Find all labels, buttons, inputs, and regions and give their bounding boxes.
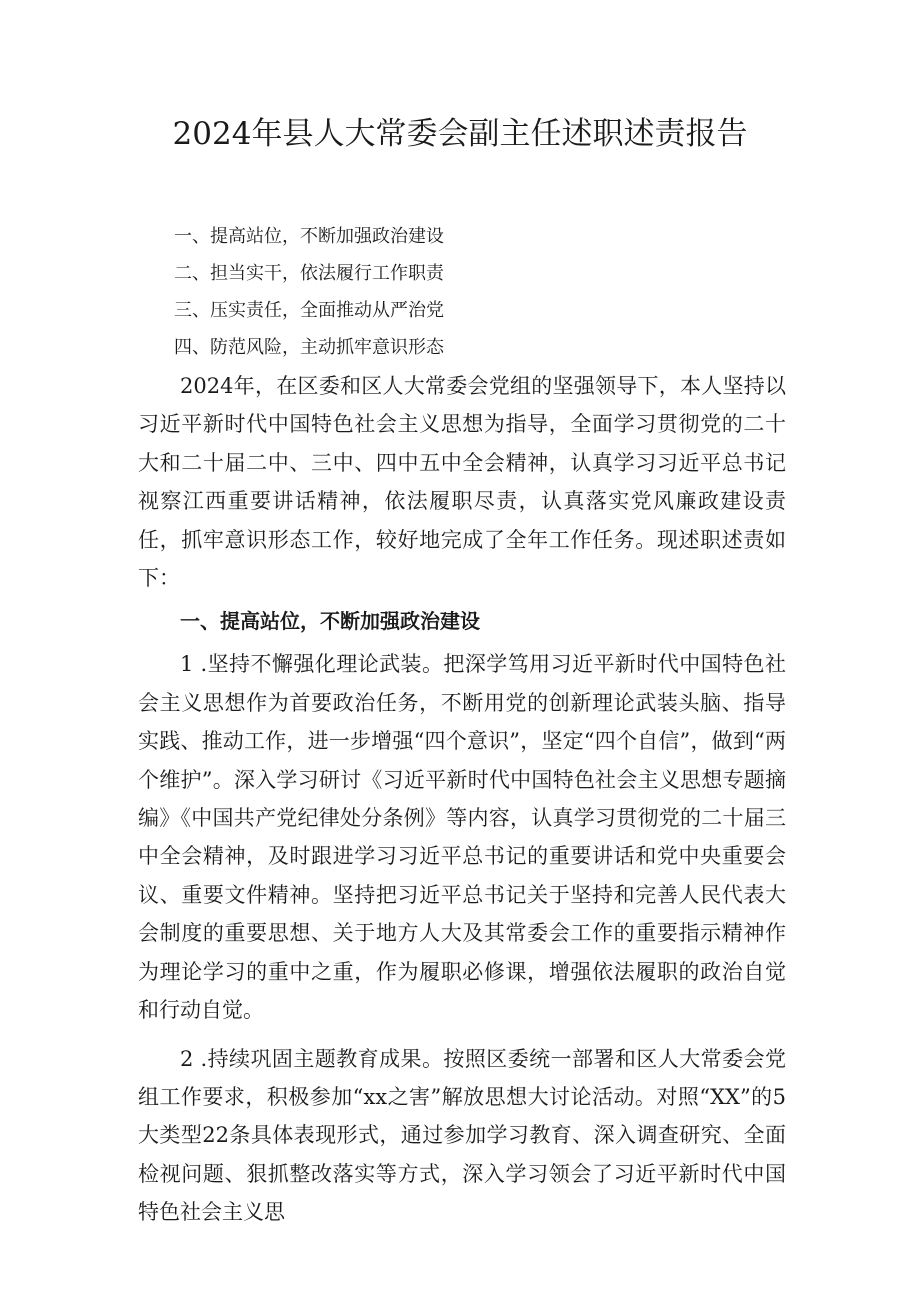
section-heading: 一、提高站位，不断加强政治建设 — [180, 609, 480, 634]
outline-list — [174, 218, 444, 366]
outline-item: 三、压实责任，全面推动从严治党 — [174, 300, 444, 321]
body-paragraph: 2 .持续巩固主题教育成果。按照区委统一部署和区人大常委会党组工作要求，积极参加“xx之害”解放思想大讨论活动。对照“XX”的5大类型22条具体表现形式，通过参加学习教育、深入调查研究、全面检视问题、狠抓整改落实等方式，深入学习领会了习近平新时代中国特色社会主义思 — [138, 1046, 786, 1225]
outline-item: 一、提高站位，不断加强政治建设 — [174, 226, 444, 247]
outline-item: 二、担当实干，依法履行工作职责 — [174, 263, 444, 284]
body-paragraph: 1 .坚持不懈强化理论武装。把深学笃用习近平新时代中国特色社会主义思想作为首要政治任务，不断用党的创新理论武装头脑、指导实践、推动工作，进一步增强“四个意识”，坚定“四个自信”，做到“两个维护”。深入学习研讨《习近平新时代中国特色社会主义思想专题摘编》《中国共产党纪律处分条例》等内容，认真学习贯彻党的二十届三中全会精神，及时跟进学习习近平总书记的重要讲话和党中央重要会议、重要文件精神。坚持把习近平总书记关于坚持和完善人民代表大会制度的重要思想、关于地方人大及其常委会工作的重要指示精神作为理论学习的重中之重，作为履职必修课，增强依法履职的政治自觉和行动自觉。 — [138, 652, 786, 1023]
paragraph-gap — [138, 1030, 786, 1040]
document-title: 2024年县人大常委会副主任述职述责报告 — [172, 116, 748, 152]
intro-paragraph: 2024年，在区委和区人大常委会党组的坚强领导下，本人坚持以习近平新时代中国特色社会主义思想为指导，全面学习贯彻党的二十大和二十届二中、三中、四中五中全会精神，认真学习习近平总书记视察江西重要讲话精神，依法履职尽责，认真落实党风廉政建设责任，抓牢意识形态工作，较好地完成了全年工作任务。现述职述责如下： — [138, 374, 786, 591]
document-body — [138, 367, 786, 1232]
outline-item: 四、防范风险，主动抓牢意识形态 — [174, 337, 444, 358]
